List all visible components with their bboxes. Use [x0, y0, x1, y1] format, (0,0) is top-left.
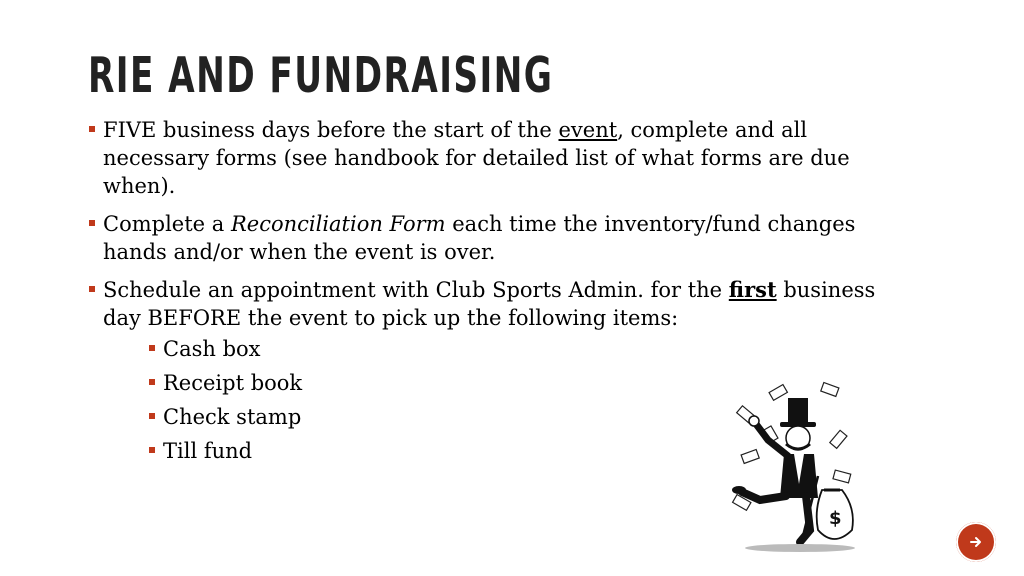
slide-title: RIE AND FUNDRAISING [88, 47, 554, 104]
sub-item-receipt-book: Receipt book [148, 369, 908, 397]
bullet-text: Complete a [103, 212, 231, 236]
arrow-icon [968, 534, 984, 550]
bullet-text: FIVE business days before the start of the [103, 118, 559, 142]
sub-item-till-fund: Till fund [148, 437, 908, 465]
next-slide-button[interactable] [956, 522, 996, 562]
sub-item-cash-box: Cash box [148, 335, 908, 363]
sub-item-check-stamp: Check stamp [148, 403, 908, 431]
bullet-item-reconciliation [88, 210, 908, 266]
emphasis-first: first [728, 277, 777, 302]
bullet-text: , complete and all necessary forms (see handbook for detailed list of what forms are due when). [103, 118, 850, 198]
bullet-text: business day BEFORE the event to pick up the following items: [103, 278, 876, 330]
bullet-text: Schedule an appointment with Club Sports Admin. for the [103, 278, 729, 302]
emphasis-form-name: Reconciliation Form [230, 212, 446, 236]
bullet-text: each time the inventory/fund changes hands and/or when the event is over. [103, 212, 856, 264]
rich-uncle-money-icon [730, 380, 860, 555]
emphasis-event: event [558, 118, 618, 142]
bullet-item-forms [88, 116, 908, 200]
svg-text:$: $ [829, 508, 842, 529]
